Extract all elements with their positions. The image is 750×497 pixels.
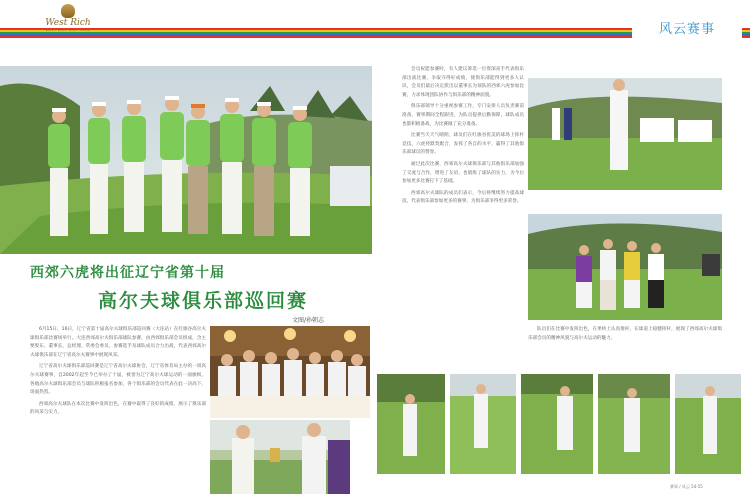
paragraph: 比赛当天天气晴朗，球员们在红旗谷优美的球场上挥杆竞技，六虎将默契配合，发挥了各自的水平，赢得了其他俱乐部球员的赞誉。 <box>402 133 524 156</box>
paragraph: 辽宁省高尔夫球俱乐部巡回赛是辽宁省高尔夫球协会、辽宁省体育局主办的一项高尔夫球赛事，自2002年起至今已举办了十届，被誉为辽宁高尔夫球运动的一面旗帜，各地高尔夫球俱乐部会员与球队积极报名参加，各个俱乐部的会员代表在此一决高下，场面热烈。 <box>30 364 206 396</box>
golfer-swing-photo <box>528 78 722 190</box>
paragraph: 通过此次比赛，西郊高尔夫球俱乐部与其他俱乐部加强了交流与合作，增进了友谊，也锻炼了球队的实力，为今后参加更多比赛打下了基础。 <box>402 161 524 185</box>
page-number: 赛事 / 风云 54-55 <box>670 484 703 489</box>
paragraph: 队员们在比赛中发挥出色，在果岭上认真推杆，在球道上稳健挥杆，展现了西郊高尔夫球俱乐部会员的精神风貌与高尔夫运动的魅力。 <box>528 327 722 341</box>
byline: 文图/孙朝志 <box>292 317 325 324</box>
article-column-3 <box>528 326 722 366</box>
golfer-photo-1 <box>377 374 445 474</box>
team-photo <box>0 66 372 254</box>
crest-icon <box>61 4 75 18</box>
paragraph: 会员祝愿参赛时，有人建议筹选一位资深高手代表俱乐部出战比赛。争取夺得好成绩，使俱乐部能得到更多人认识，会员们最后决定派出以董事长为领队的西郊六虎参加比赛，力求体现团队协作与俱乐部的精神面貌。 <box>402 67 524 98</box>
article-title-line2: 高尔夫球俱乐部巡回赛 <box>98 290 309 312</box>
four-golfers-photo <box>528 214 722 320</box>
golfer-photo-4 <box>598 374 670 474</box>
award-photo <box>210 420 350 494</box>
paragraph: 6月15日、16日，辽宁省第十届高尔夫球俱乐部巡回赛（大连站）在红旗谷高尔夫球俱乐部比赛场举行。大连西郊高尔夫俱乐部球队参赛，由西郊俱乐部会员组成，含主要股东、董事长、总经理、常委会委员，参赛选手及球队成员合力出战，代表西郊高尔夫球俱乐部在辽宁省高尔夫赛事中展现风采。 <box>30 327 206 358</box>
paragraph: 西郊高尔夫球队在本次比赛中发挥出色，在赛中取得了良好的成绩，展示了俱乐部的风采与实力。 <box>30 401 206 416</box>
golfer-photo-3 <box>521 374 593 474</box>
section-title: 风云赛事 <box>632 18 742 42</box>
logo-tagline: WEST RICH GOLF CLUB <box>45 28 91 32</box>
paragraph: 俱乐部领导十分重视参赛工作，专门安排人员负责赛前准备，赛事期间全程跟进，为队员提供后勤保障，球队成员也都积极备战，为比赛做了充分准备。 <box>402 104 524 127</box>
logo-text: West Rich <box>45 18 91 28</box>
club-logo <box>40 4 96 38</box>
golfer-photo-5 <box>675 374 741 474</box>
banquet-photo <box>210 326 370 418</box>
paragraph: 西郊高尔夫球队的成员们表示，今后将继续努力提高球技，代表俱乐部参加更多的赛事，为俱乐部争得更多荣誉。 <box>402 190 524 205</box>
article-column-2 <box>402 66 524 362</box>
golfer-photo-2 <box>450 374 516 474</box>
article-title-line1: 西郊六虎将出征辽宁省第十届 <box>30 265 225 281</box>
article-column-1 <box>30 326 206 494</box>
